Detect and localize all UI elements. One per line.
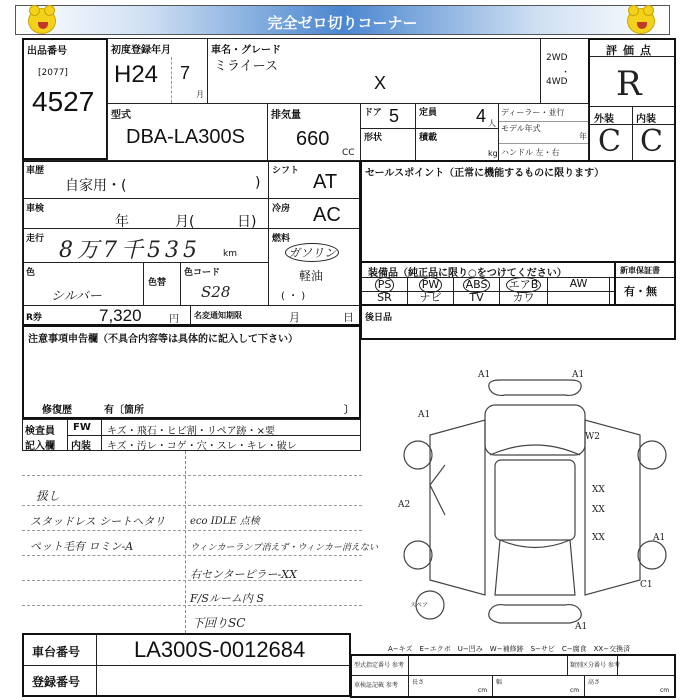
inspection-month: 月( <box>175 214 195 230</box>
dealer-box <box>498 103 589 161</box>
score-label: 評価点 <box>606 44 657 57</box>
mileage-unit: km <box>223 249 237 259</box>
capacity-label: 定員 <box>419 108 438 118</box>
length-unit: cm <box>478 687 488 694</box>
equipment-item-label: カワ <box>512 291 535 304</box>
width-unit: cm <box>570 687 580 694</box>
recycle-box <box>22 305 191 326</box>
recycle-value: 7,320 <box>99 306 142 325</box>
history-box <box>22 160 269 199</box>
note-left-3: ペット毛有 ロミン-A <box>30 540 134 553</box>
later-items-label: 後日品 <box>365 313 393 323</box>
shape-box <box>360 128 416 161</box>
equipment-item <box>548 277 610 291</box>
inspection-box <box>22 198 269 229</box>
damage-mark: XX <box>592 533 605 543</box>
dealer-label: ディーラー・並行 <box>501 108 565 117</box>
drive-4wd: 4WD <box>546 77 568 87</box>
note-left-2: スタッドレス シートヘタリ <box>30 515 166 528</box>
car-name-box <box>207 38 541 104</box>
car-damage-diagram <box>390 365 680 650</box>
model-label: 型式 <box>111 110 131 121</box>
repair-close: 〕 <box>344 405 354 416</box>
recycle-label: R券 <box>26 313 42 323</box>
drive-box <box>540 38 589 104</box>
equipment-item <box>362 277 408 291</box>
mileage-label: 走行 <box>26 234 45 244</box>
registration-label: 登録番号 <box>32 675 81 689</box>
warranty-box <box>614 261 676 306</box>
damage-mark: A1 <box>653 533 666 543</box>
doors-label: ドア <box>364 108 382 118</box>
first-reg-year: H24 <box>114 61 159 88</box>
displacement-unit: CC <box>342 148 355 158</box>
capacity-value: 4 <box>476 106 487 126</box>
color-code-value: S28 <box>201 283 231 301</box>
mileage-value: 8万7千535 <box>59 238 201 263</box>
note-right-4: F/Sルーム内 S <box>190 592 264 605</box>
color-change-label: 色替 <box>148 278 167 288</box>
type-no-label: 型式指定番号 参考 <box>354 662 404 669</box>
damage-mark: A1 <box>575 622 588 632</box>
first-reg-label: 初度登録年月 <box>111 45 171 56</box>
color-code-label: 色コード <box>184 268 221 278</box>
equipment-item-label: ナビ <box>419 291 442 304</box>
aircon-value: AC <box>313 204 341 226</box>
note-left-1: 扱し <box>36 489 61 503</box>
history-close: ) <box>255 175 261 191</box>
note-right-2: ウィンカーランプ消えず・ウィンカー消えない <box>190 543 378 553</box>
equipment-item <box>500 291 548 305</box>
fuel-paren: ( ・ ) <box>281 291 306 302</box>
load-label: 積載 <box>419 133 438 143</box>
color-value: シルバー <box>51 289 102 304</box>
class-no-label: 類別区分番号 参考 <box>570 662 620 669</box>
damage-mark: スペア <box>410 602 429 609</box>
car-name-label: 車名・グレード <box>211 45 281 56</box>
score-value: R <box>616 64 642 104</box>
equipment-item-label: PS <box>375 277 395 293</box>
width-label: 幅 <box>496 679 503 686</box>
equipment-item-label: TV <box>469 291 484 304</box>
score-box <box>588 38 676 162</box>
equipment-item-label: SR <box>377 291 392 304</box>
equipment-box <box>360 261 616 306</box>
specs-box <box>350 654 676 698</box>
model-value: DBA-LA300S <box>126 126 245 148</box>
lot-label: 出品番号 <box>27 46 67 57</box>
history-label: 車歴 <box>26 166 45 176</box>
bear-mascot-icon <box>627 8 655 34</box>
shift-box <box>268 160 361 199</box>
fw-label: FW <box>73 422 91 433</box>
exterior-score: C <box>598 124 621 159</box>
car-name: ミライース <box>214 59 278 74</box>
damage-mark: C1 <box>640 580 653 590</box>
name-change-day: 日 <box>343 311 354 324</box>
sales-point-box <box>360 160 676 263</box>
car-grade: X <box>374 73 387 93</box>
inspection-year: 年 <box>115 214 129 230</box>
damage-mark: A1 <box>572 370 585 380</box>
month-unit: 月 <box>196 90 204 99</box>
capacity-box <box>415 103 499 129</box>
model-year-label: モデル年式 <box>501 124 541 133</box>
load-box <box>415 128 499 161</box>
note-right-3: 右センターピラー-XX <box>190 568 297 581</box>
name-change-box <box>190 305 361 326</box>
shift-label: シフト <box>272 166 300 176</box>
displacement-value: 660 <box>296 128 330 150</box>
chassis-label: 車台番号 <box>32 645 81 659</box>
doors-value: 5 <box>389 106 400 126</box>
height-unit: cm <box>660 687 670 694</box>
damage-mark: XX <box>592 505 605 515</box>
lot-number: 4527 <box>32 86 95 117</box>
cert-label: 車検証記載 参考 <box>354 682 398 689</box>
first-reg-box <box>107 38 208 104</box>
displacement-label: 排気量 <box>271 110 301 121</box>
damage-mark: W2 <box>585 432 600 442</box>
interior-label: 内装 <box>636 114 656 125</box>
inspector-label: 検査員 <box>25 426 55 437</box>
year-unit: 年 <box>579 132 587 141</box>
fuel-diesel: 軽油 <box>299 269 324 283</box>
load-unit: kg <box>488 149 498 158</box>
inspection-label: 車検 <box>26 204 45 214</box>
damage-mark: A1 <box>478 370 491 380</box>
warranty-label: 新車保証書 <box>620 266 660 275</box>
capacity-unit: 人 <box>488 119 496 128</box>
damage-mark: A2 <box>398 500 411 510</box>
name-change-month: 月 <box>289 311 300 324</box>
interior-label-2: 内装 <box>71 441 91 452</box>
banner-title: 完全ゼロ切りコーナー <box>267 14 418 32</box>
drive-2wd: 2WD <box>546 53 568 63</box>
chassis-box <box>22 633 351 697</box>
equipment-item <box>408 291 454 305</box>
length-label: 長さ <box>412 679 425 686</box>
equipment-label: 装備品（純正品に限り○をつけてください） <box>368 268 567 279</box>
color-box <box>22 262 144 306</box>
fw-items: キズ・飛石・ヒビ割・リペア跡・×要 <box>107 426 275 437</box>
equipment-item <box>500 277 548 291</box>
shape-label: 形状 <box>364 133 383 143</box>
aircon-box <box>268 198 361 229</box>
interior-items: キズ・汚レ・コゲ・穴・スレ・キレ・破レ <box>107 441 297 452</box>
warranty-value: 有・無 <box>624 285 657 298</box>
doors-box <box>360 103 416 129</box>
inspector-box <box>22 419 361 451</box>
damage-mark: A1 <box>418 410 431 420</box>
equipment-item-label: ABS <box>463 277 491 293</box>
handle-label: ハンドル 左・右 <box>501 148 560 157</box>
equipment-item-label: PW <box>419 277 443 293</box>
name-change-label: 名変通知期限 <box>194 311 242 320</box>
note-right-1: eco IDLE 点検 <box>190 516 260 527</box>
note-right-5: 下回りSC <box>192 616 246 630</box>
sales-point-label: セールスポイント（正常に機能するものに限ります） <box>365 168 605 179</box>
color-code-box <box>180 262 269 306</box>
equipment-item-label: AW <box>569 277 588 290</box>
equipment-item-label: エアB <box>506 277 542 293</box>
fuel-gasoline <box>285 243 339 262</box>
fuel-gasoline-circled: ガソリン <box>285 243 339 262</box>
exterior-label: 外装 <box>594 114 614 125</box>
equipment-item <box>408 277 454 291</box>
equipment-item <box>454 291 500 305</box>
chassis-number: LA300S-0012684 <box>134 637 306 662</box>
aircon-label: 冷房 <box>272 204 291 214</box>
banner <box>15 5 670 35</box>
drive-dot: ・ <box>561 68 571 78</box>
inspection-day: 日) <box>237 214 257 230</box>
recycle-unit: 円 <box>169 314 179 325</box>
lot-box <box>22 38 108 160</box>
history-value: 自家用・( <box>65 178 127 194</box>
lot-sub: [2077] <box>38 68 68 78</box>
entry-label: 記入欄 <box>25 441 55 452</box>
notes-label: 注意事項申告欄（不具合内容等は具体的に記入して下さい） <box>28 334 298 345</box>
fuel-label: 燃料 <box>272 234 291 244</box>
color-label: 色 <box>26 268 36 278</box>
height-label: 高さ <box>588 679 601 686</box>
color-change-box <box>143 262 181 306</box>
fuel-box <box>268 228 361 306</box>
equipment-item <box>362 291 408 305</box>
notes-box <box>22 325 361 419</box>
later-items-box <box>360 304 676 340</box>
equipment-item <box>548 291 610 305</box>
displacement-box <box>267 103 361 161</box>
repair-history-value: 有〔箇所 <box>104 405 144 416</box>
equipment-item <box>454 277 500 291</box>
interior-score: C <box>640 124 663 159</box>
damage-mark: XX <box>592 485 605 495</box>
mileage-box <box>22 228 269 263</box>
first-reg-month: 7 <box>180 63 191 83</box>
repair-history-label: 修復歴 <box>42 405 72 416</box>
damage-legend: A−キズ E−エクボ U−凹み W−補修跡 S−サビ C−腐食 XX−交換済 <box>388 645 631 653</box>
shift-value: AT <box>313 171 338 193</box>
model-box <box>107 103 268 161</box>
